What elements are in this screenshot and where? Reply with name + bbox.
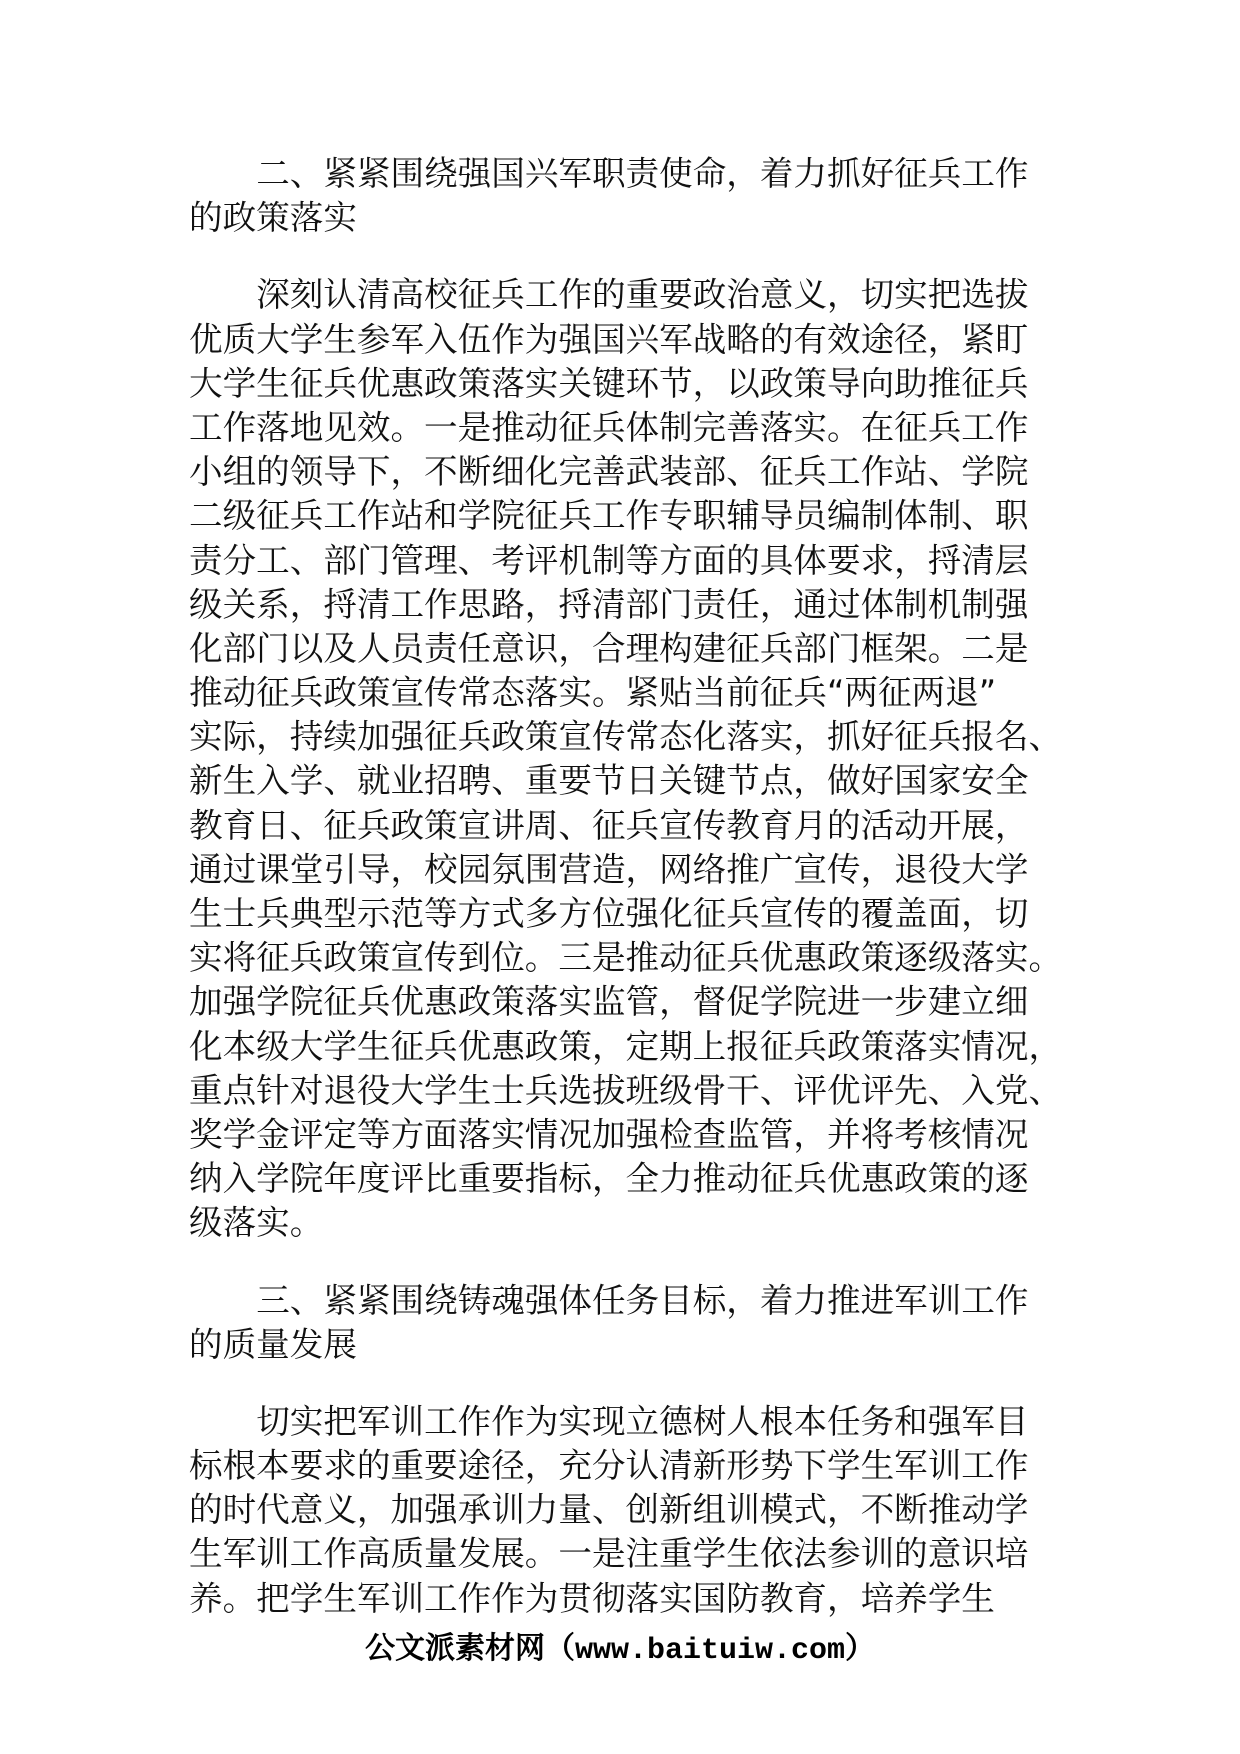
paragraph-line: 加强学院征兵优惠政策落实监管，督促学院进一步建立细 xyxy=(189,982,1029,1022)
paragraph-line: 责分工、部门管理、考评机制等方面的具体要求，捋清层 xyxy=(189,540,1029,580)
heading-line: 三、紧紧围绕铸魂强体任务目标，着力推进军训工作 xyxy=(256,1280,1029,1320)
paragraph-line: 小组的领导下，不断细化完善武装部、征兵工作站、学院 xyxy=(189,452,1029,492)
paragraph-line: 实将征兵政策宣传到位。三是推动征兵优惠政策逐级落实。 xyxy=(189,938,1063,978)
paragraph-line: 纳入学院年度评比重要指标，全力推动征兵优惠政策的逐 xyxy=(189,1159,1029,1199)
paragraph-line: 实际，持续加强征兵政策宣传常态化落实，抓好征兵报名、 xyxy=(189,717,1063,757)
footer-site-name: 公文派素材网 xyxy=(364,1631,545,1666)
paragraph-line: 化本级大学生征兵优惠政策，定期上报征兵政策落实情况， xyxy=(189,1026,1063,1066)
paragraph-line: 深刻认清高校征兵工作的重要政治意义，切实把选拔 xyxy=(256,275,1029,315)
paragraph-line: 教育日、征兵政策宣讲周、征兵宣传教育月的活动开展， xyxy=(189,805,1029,845)
paragraph-line: 养。把学生军训工作作为贯彻落实国防教育，培养学生 xyxy=(189,1578,995,1618)
paragraph-line: 通过课堂引导，校园氛围营造，网络推广宣传，退役大学 xyxy=(189,849,1029,889)
paragraph-line: 标根本要求的重要途径，充分认清新形势下学生军训工作 xyxy=(189,1446,1029,1486)
paragraph-line: 生军训工作高质量发展。一是注重学生依法参训的意识培 xyxy=(189,1534,1029,1574)
paragraph-line: 新生入学、就业招聘、重要节日关键节点，做好国家安全 xyxy=(189,761,1029,801)
footer-watermark xyxy=(0,1627,1240,1671)
paragraph-line: 工作落地见效。一是推动征兵体制完善落实。在征兵工作 xyxy=(189,407,1029,447)
paragraph-line: 重点针对退役大学生士兵选拔班级骨干、评优评先、入党、 xyxy=(189,1070,1063,1110)
paragraph-line: 级落实。 xyxy=(189,1203,324,1243)
paragraph-line: 二级征兵工作站和学院征兵工作专职辅导员编制体制、职 xyxy=(189,496,1029,536)
paragraph-line: 推动征兵政策宣传常态落实。紧贴当前征兵“两征两退” xyxy=(189,673,997,713)
section-heading-conscription xyxy=(189,152,1089,240)
heading-line: 的政策落实 xyxy=(189,198,357,238)
paragraph-line: 优质大学生参军入伍作为强国兴军战略的有效途径，紧盯 xyxy=(189,319,1029,359)
paragraph-line: 的时代意义，加强承训力量、创新组训模式，不断推动学 xyxy=(189,1490,1029,1530)
paragraph-line: 奖学金评定等方面落实情况加强检查监管，并将考核情况 xyxy=(189,1114,1029,1154)
paragraph-line: 生士兵典型示范等方式多方位强化征兵宣传的覆盖面，切 xyxy=(189,894,1029,933)
heading-line: 的质量发展 xyxy=(189,1324,357,1364)
footer-url: （www.baituiw.com） xyxy=(544,1634,876,1668)
paragraph-line: 大学生征兵优惠政策落实关键环节，以政策导向助推征兵 xyxy=(189,363,1029,403)
paragraph-line: 级关系，捋清工作思路，捋清部门责任，通过体制机制强 xyxy=(189,584,1029,624)
body-paragraph-military-training xyxy=(189,1400,1089,1621)
document-body xyxy=(189,152,1089,1654)
heading-line: 二、紧紧围绕强国兴军职责使命，着力抓好征兵工作 xyxy=(256,154,1029,193)
paragraph-line: 化部门以及人员责任意识，合理构建征兵部门框架。二是 xyxy=(189,628,1029,668)
body-paragraph-conscription xyxy=(189,273,1089,1245)
section-heading-military-training xyxy=(189,1279,1089,1367)
paragraph-line: 切实把军训工作作为实现立德树人根本任务和强军目 xyxy=(256,1401,1029,1441)
